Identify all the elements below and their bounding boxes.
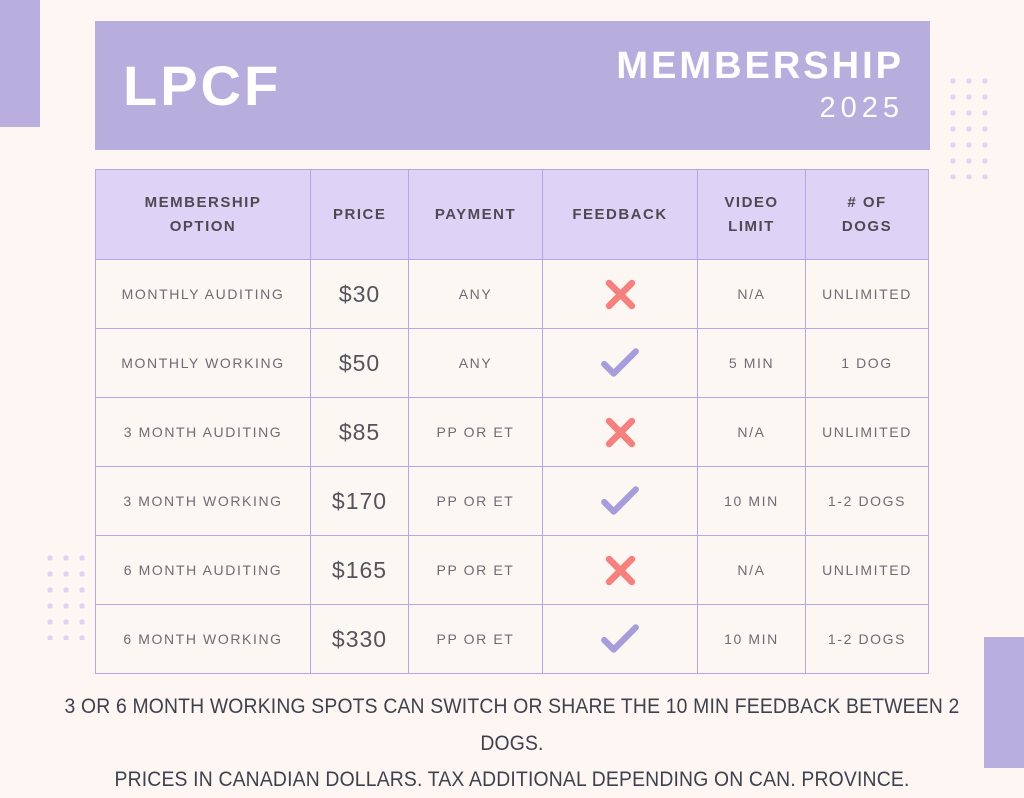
column-header-price: PRICE bbox=[311, 170, 409, 260]
cell-video-limit: 10 MIN bbox=[698, 605, 806, 674]
cell-feedback bbox=[543, 329, 698, 398]
cell-video-limit: N/A bbox=[698, 260, 806, 329]
cell-price: $85 bbox=[311, 398, 409, 467]
cell-payment: PP OR ET bbox=[409, 467, 543, 536]
x-icon bbox=[604, 561, 637, 577]
table-row bbox=[96, 329, 929, 398]
membership-table bbox=[95, 169, 929, 674]
cell-dogs: UNLIMITED bbox=[806, 260, 929, 329]
cell-option: MONTHLY WORKING bbox=[96, 329, 311, 398]
table-row bbox=[96, 467, 929, 536]
table-row bbox=[96, 605, 929, 674]
x-icon bbox=[604, 423, 637, 439]
decor-dots-top-right bbox=[945, 73, 989, 179]
cell-feedback bbox=[543, 467, 698, 536]
table-row bbox=[96, 536, 929, 605]
decor-rect-top-left bbox=[0, 0, 40, 127]
column-header-feedback: FEEDBACK bbox=[543, 170, 698, 260]
footer-note bbox=[51, 688, 973, 798]
title-block bbox=[616, 46, 904, 126]
cell-price: $330 bbox=[311, 605, 409, 674]
column-header-video-limit: VIDEO LIMIT bbox=[698, 170, 806, 260]
cell-payment: PP OR ET bbox=[409, 398, 543, 467]
page-title: MEMBERSHIP bbox=[616, 44, 904, 87]
cell-payment: ANY bbox=[409, 329, 543, 398]
decor-dots-left bbox=[42, 550, 86, 640]
cell-feedback bbox=[543, 605, 698, 674]
cell-payment: ANY bbox=[409, 260, 543, 329]
check-icon bbox=[600, 630, 640, 646]
column-header-payment: PAYMENT bbox=[409, 170, 543, 260]
cell-video-limit: N/A bbox=[698, 536, 806, 605]
footer-line-2: PRICES IN CANADIAN DOLLARS. TAX ADDITIONAL DEPENDING ON CAN. PROVINCE. bbox=[114, 767, 910, 792]
table-row bbox=[96, 260, 929, 329]
cell-video-limit: N/A bbox=[698, 398, 806, 467]
cell-feedback bbox=[543, 398, 698, 467]
cell-price: $165 bbox=[311, 536, 409, 605]
x-icon bbox=[604, 285, 637, 301]
cell-price: $170 bbox=[311, 467, 409, 536]
cell-dogs: 1-2 DOGS bbox=[806, 605, 929, 674]
cell-dogs: UNLIMITED bbox=[806, 536, 929, 605]
cell-video-limit: 5 MIN bbox=[698, 329, 806, 398]
table-row bbox=[96, 398, 929, 467]
cell-option: 6 MONTH WORKING bbox=[96, 605, 311, 674]
cell-dogs: 1-2 DOGS bbox=[806, 467, 929, 536]
cell-price: $30 bbox=[311, 260, 409, 329]
footer-line-1: 3 OR 6 MONTH WORKING SPOTS CAN SWITCH OR SHARE THE 10 MIN FEEDBACK BETWEEN 2 DOGS. bbox=[64, 694, 960, 755]
cell-dogs: 1 DOG bbox=[806, 329, 929, 398]
page-year: 2025 bbox=[819, 92, 904, 125]
cell-option: 6 MONTH AUDITING bbox=[96, 536, 311, 605]
table-header-row bbox=[96, 170, 929, 260]
cell-video-limit: 10 MIN bbox=[698, 467, 806, 536]
cell-feedback bbox=[543, 536, 698, 605]
cell-option: MONTHLY AUDITING bbox=[96, 260, 311, 329]
cell-dogs: UNLIMITED bbox=[806, 398, 929, 467]
cell-option: 3 MONTH WORKING bbox=[96, 467, 311, 536]
cell-payment: PP OR ET bbox=[409, 605, 543, 674]
column-header-membership-option: MEMBERSHIP OPTION bbox=[96, 170, 311, 260]
brand-logo: LPCF bbox=[123, 54, 282, 117]
check-icon bbox=[600, 354, 640, 370]
cell-feedback bbox=[543, 260, 698, 329]
header-banner bbox=[95, 21, 930, 150]
check-icon bbox=[600, 492, 640, 508]
decor-rect-bottom-right bbox=[984, 637, 1024, 768]
cell-price: $50 bbox=[311, 329, 409, 398]
cell-payment: PP OR ET bbox=[409, 536, 543, 605]
column-header-dogs: # OF DOGS bbox=[806, 170, 929, 260]
cell-option: 3 MONTH AUDITING bbox=[96, 398, 311, 467]
